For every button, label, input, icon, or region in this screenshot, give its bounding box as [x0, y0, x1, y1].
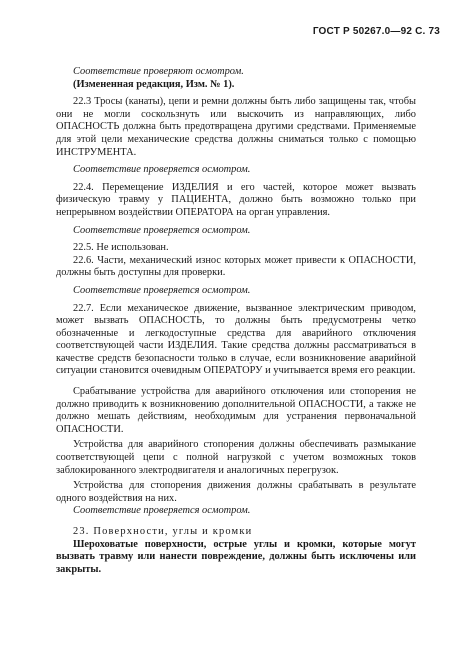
clause-22-3: 22.3 Тросы (канаты), цепи и ремни должны быть либо защищены так, чтобы они не могли соскользнуть или выскочить из направляющих, либо ОПАСНОСТЬ должна быть предотвращена другими средствами. Применяемые для этой цели механические средства должны сниматься только с помощью ИНСТРУМЕНТА. — [56, 96, 416, 158]
conformity-check-text: Соответствие проверяется осмотром. — [73, 164, 251, 176]
clause-22-7-paragraph-4: Устройства для стопорения движения должны срабатывать в результате одного воздействия на них. — [56, 480, 416, 504]
conformity-check-text: Соответствие проверяется осмотром. — [73, 284, 251, 296]
amendment-note: (Измененная редакция, Изм. № 1). — [73, 78, 235, 90]
conformity-check-text: Соответствие проверяется осмотром. — [73, 505, 251, 517]
document-body — [56, 66, 416, 576]
clause-22-4: 22.4. Перемещение ИЗДЕЛИЯ и его частей, которое может вызвать физическую травму у ПАЦИЕНТА, должно быть возможно только при непрерывном воздействии ОПЕРАТОРА на орган управления. — [56, 181, 416, 218]
clause-22-5: 22.5. Не использован. — [73, 242, 169, 254]
clause-22-7-paragraph-3: Устройства для аварийного стопорения должны обеспечивать размыкание соответствующей цепи с полной нагрузкой с учетом возможных токов заблокированного электродвигателя и аналогичных перегрузок. — [56, 439, 416, 476]
clause-22-7: 22.7. Если механическое движение, вызванное электрическим приводом, может вызвать ОПАСНОСТЬ, то должны быть предусмотрены четко обозначенные и легкодоступные средства для аварийного отключения соответствующей части ИЗДЕЛИЯ. Такие средства должны рассматриваться в качестве средств безопасности только в случае, если возникновение аварийной ситуации становится очевидным ОПЕРАТОРУ и учитывается время его реакции. — [56, 302, 416, 377]
conformity-check-text: Соответствие проверяется осмотром. — [73, 224, 251, 236]
conformity-check-text: Соответствие проверяют осмотром. — [73, 66, 244, 77]
clause-23-text: Шероховатые поверхности, острые углы и кромки, которые могут вызвать травму или нанести повреждение, должны быть исключены или закрыты. — [56, 538, 416, 575]
clause-22-7-paragraph-2: Срабатывание устройства для аварийного отключения или стопорения не должно приводить к возникновению дополнительной ОПАСНОСТИ, а также не должно мешать действиям, необходимым для устранения первоначальной ОПАСНОСТИ. — [56, 386, 416, 435]
clause-22-6: 22.6. Части, механический износ которых может привести к ОПАСНОСТИ, должны быть доступны для проверки. — [56, 254, 416, 279]
page-header: ГОСТ Р 50267.0—92 С. 73 — [312, 26, 440, 37]
section-23-heading: 23. Поверхности, углы и кромки — [73, 526, 253, 537]
